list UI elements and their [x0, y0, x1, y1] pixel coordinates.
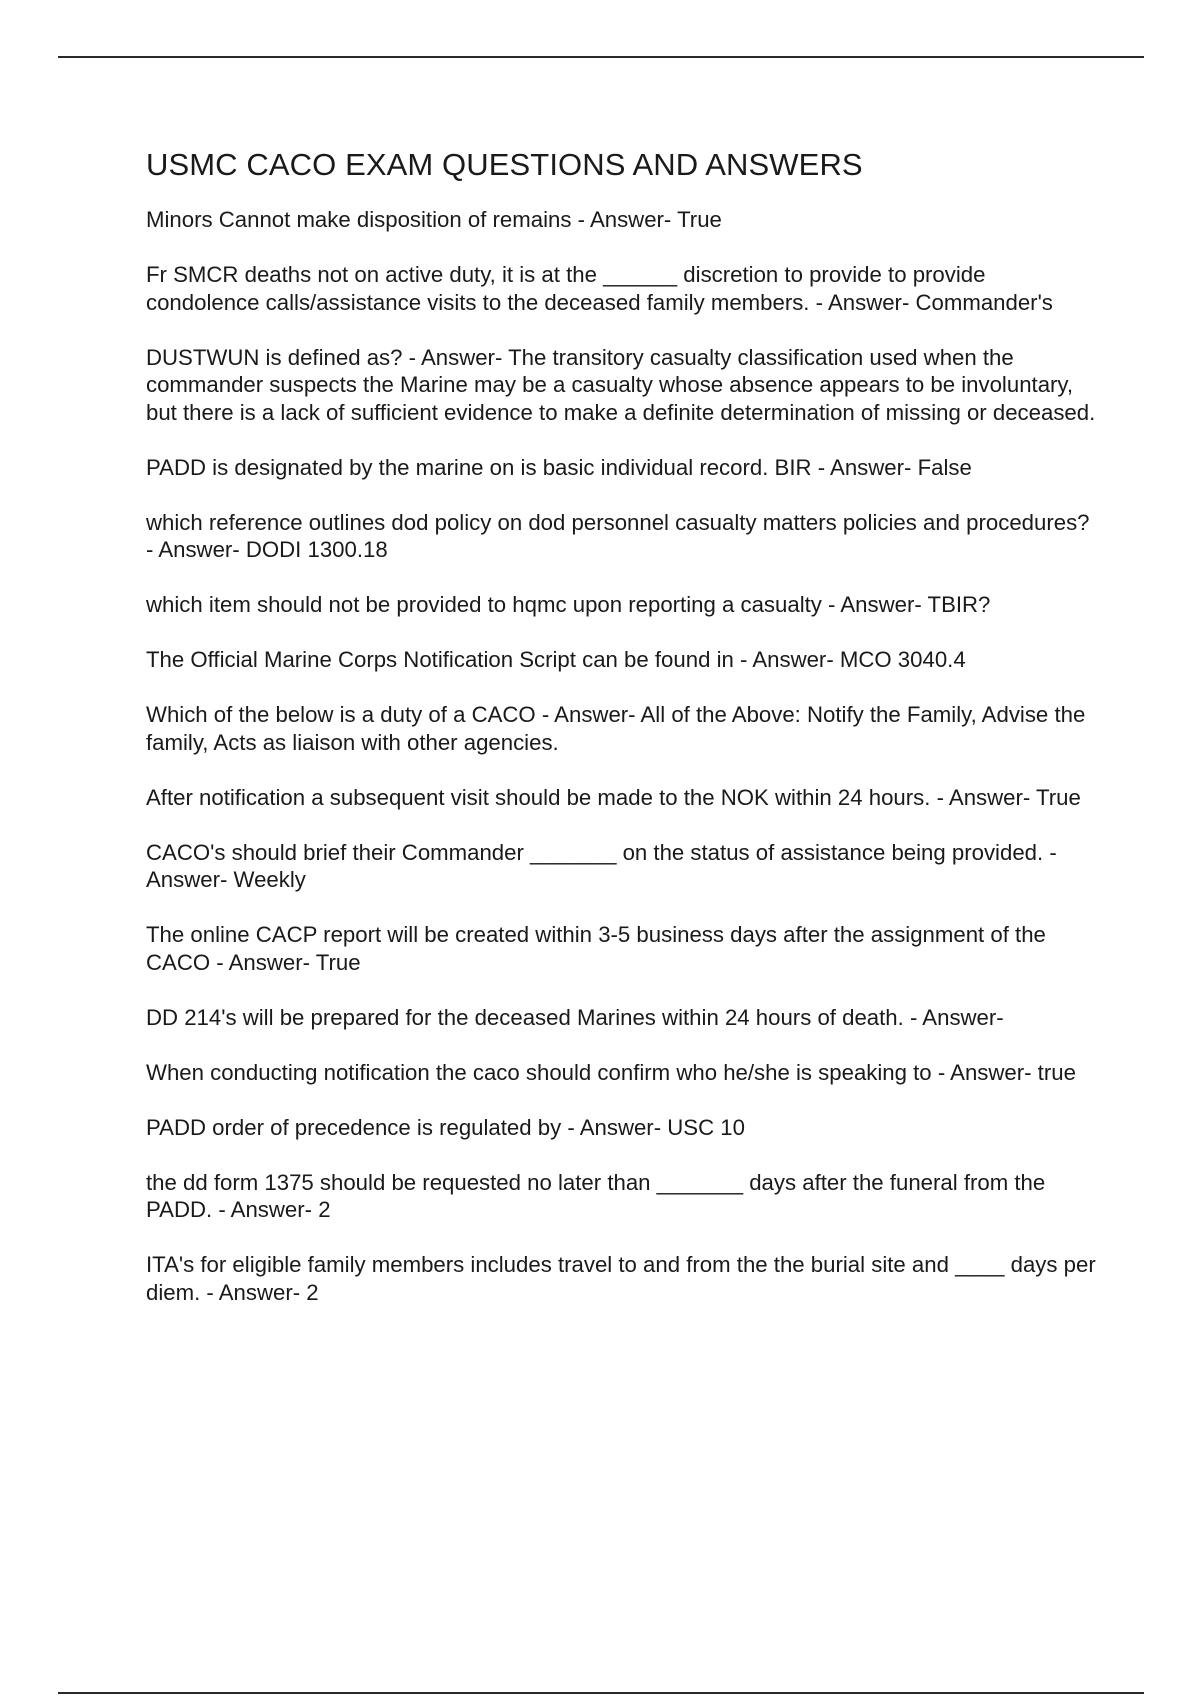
qa-item: which item should not be provided to hqmc upon reporting a casualty - Answer- TBIR?	[146, 592, 991, 617]
qa-item: the dd form 1375 should be requested no later than _______ days after the funeral from the PADD. - Answer- 2	[146, 1169, 1046, 1222]
document-body	[146, 146, 1096, 1334]
top-rule	[58, 56, 1144, 58]
qa-item: Minors Cannot make disposition of remains - Answer- True	[146, 207, 722, 232]
qa-item: ITA's for eligible family members includes travel to and from the the burial site and ____ days per diem. - Answer- 2	[146, 1252, 1096, 1305]
qa-item: DUSTWUN is defined as? - Answer- The transitory casualty classification used when the commander suspects the Marine may be a casualty whose absence appears to be involuntary, but there is a lack of sufficient evidence to make a definite determination of missing or deceased.	[146, 344, 1096, 425]
qa-item: When conducting notification the caco should confirm who he/she is speaking to - Answer- true	[146, 1059, 1076, 1085]
document-title: USMC CACO EXAM QUESTIONS AND ANSWERS	[146, 147, 863, 182]
bottom-rule	[58, 1692, 1144, 1694]
qa-item: Fr SMCR deaths not on active duty, it is at the ______ discretion to provide to provide condolence calls/assistance visits to the deceased family members. - Answer- Commander's	[146, 262, 1053, 315]
qa-item: Which of the below is a duty of a CACO - Answer- All of the Above: Notify the Family, Advise the family, Acts as liaison with other agencies.	[146, 702, 1086, 755]
qa-list	[146, 206, 1096, 1306]
qa-item: After notification a subsequent visit should be made to the NOK within 24 hours. - Answer- True	[146, 784, 1081, 810]
qa-item: The Official Marine Corps Notification Script can be found in - Answer- MCO 3040.4	[146, 647, 966, 672]
qa-item: PADD order of precedence is regulated by - Answer- USC 10	[146, 1114, 745, 1140]
qa-item: which reference outlines dod policy on dod personnel casualty matters policies and procedures? - Answer- DODI 1300.18	[146, 509, 1090, 562]
qa-item: DD 214's will be prepared for the deceased Marines within 24 hours of death. - Answer-	[146, 1004, 1004, 1030]
qa-item: The online CACP report will be created within 3-5 business days after the assignment of the CACO - Answer- True	[146, 922, 1046, 975]
qa-item: PADD is designated by the marine on is basic individual record. BIR - Answer- False	[146, 454, 972, 480]
qa-item: CACO's should brief their Commander _______ on the status of assistance being provided. - Answer- Weekly	[146, 839, 1057, 892]
